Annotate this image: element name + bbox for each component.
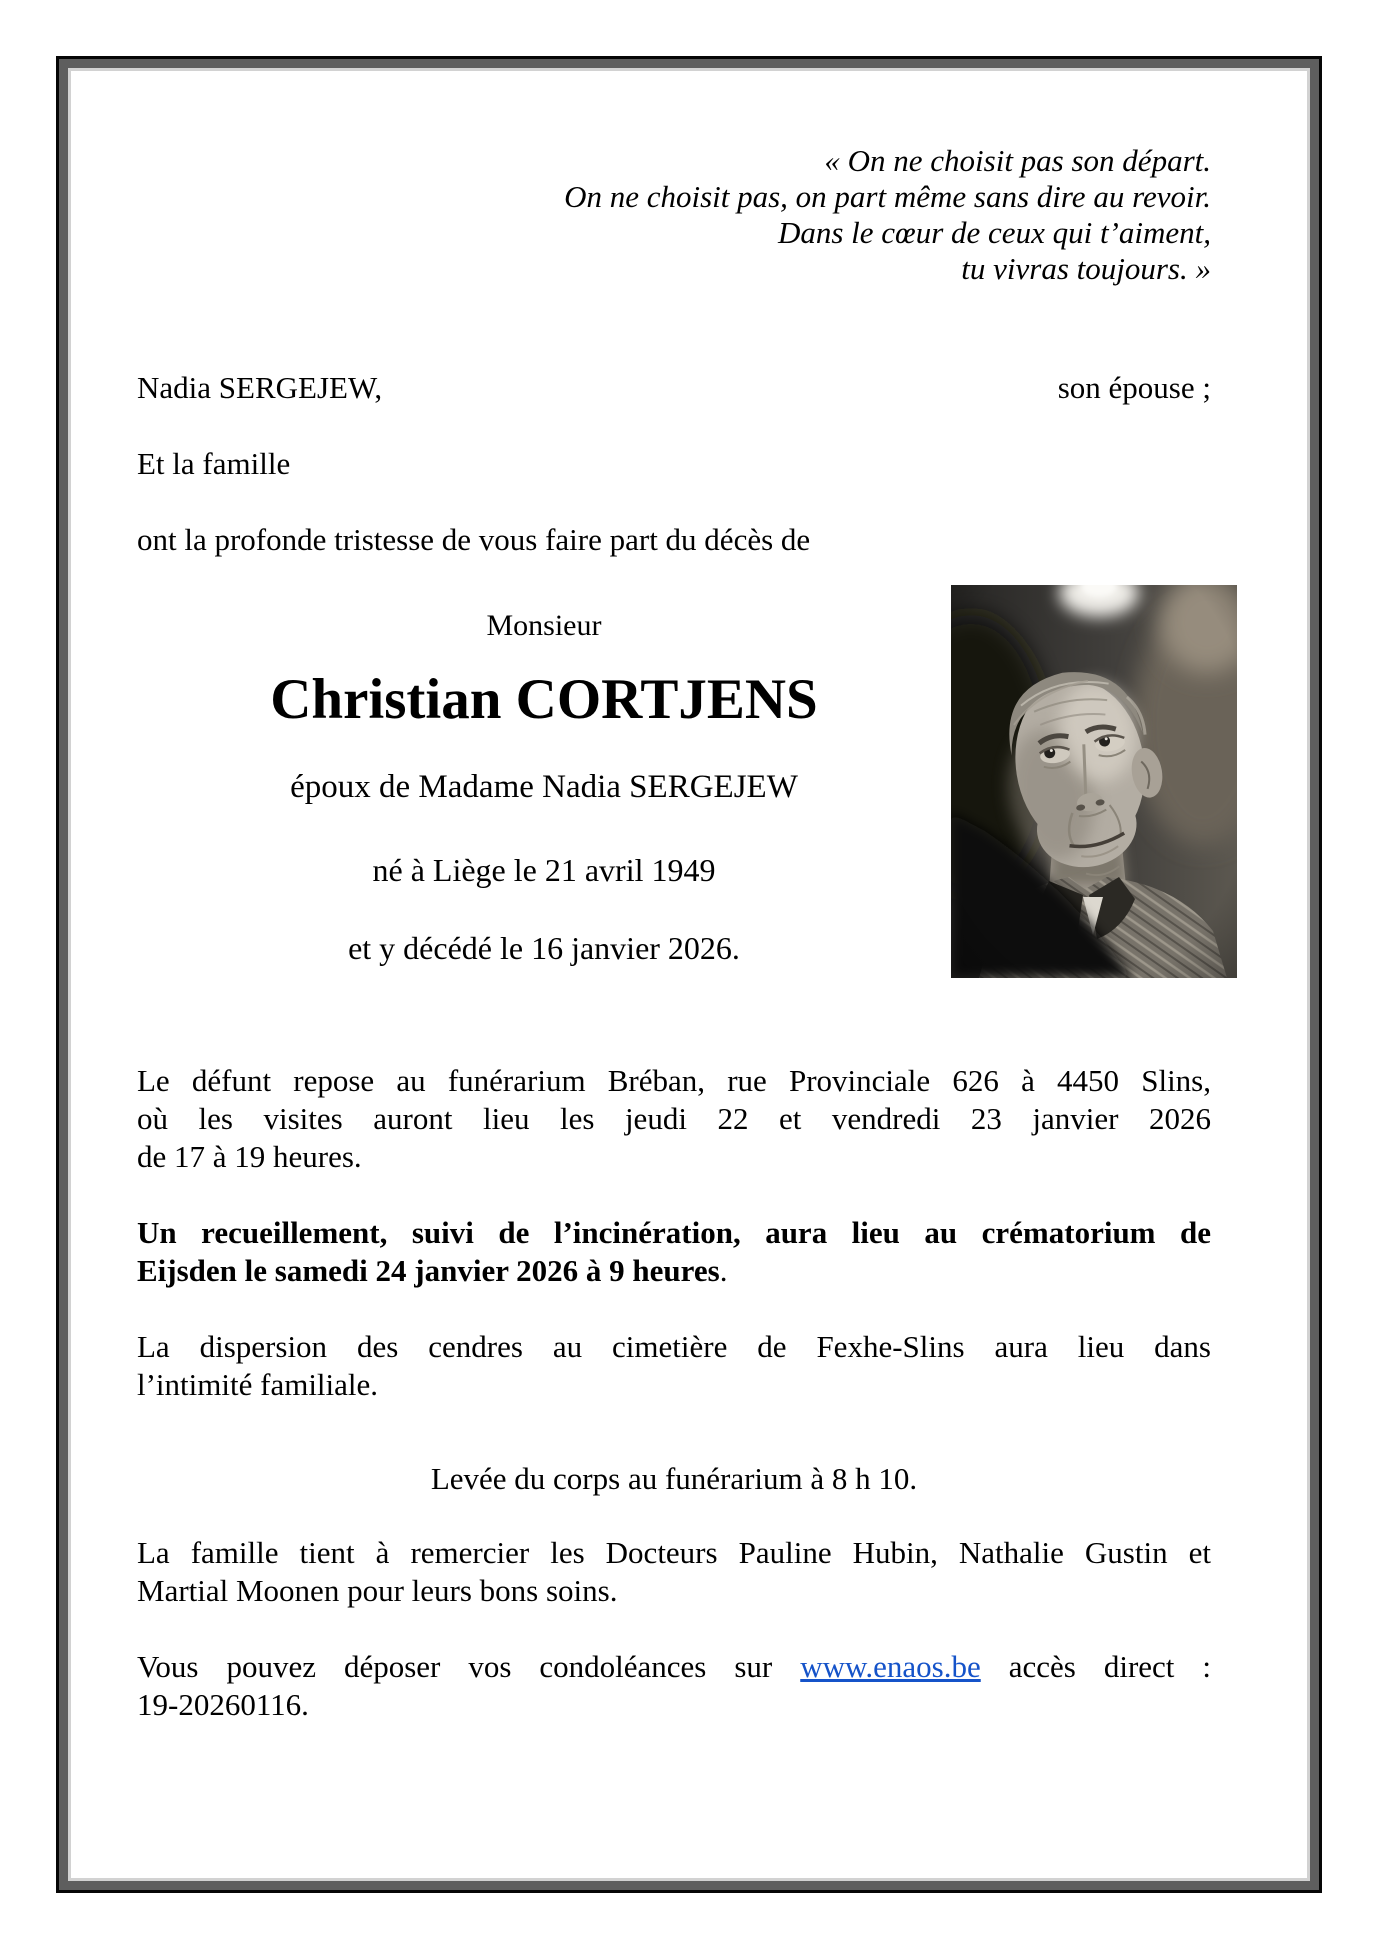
- deceased-spouse-of: époux de Madame Nadia SERGEJEW: [290, 769, 798, 805]
- paragraph-thanks: [137, 1534, 1211, 1610]
- paragraph-line: La famille tient à remercier les Docteurs Pauline Hubin, Nathalie Gustin et: [137, 1535, 1211, 1570]
- quote-line: On ne choisit pas, on part même sans dire au revoir.: [564, 179, 1211, 214]
- paragraph-line: 19-20260116.: [137, 1687, 309, 1722]
- deceased-birth: né à Liège le 21 avril 1949: [372, 852, 716, 888]
- deceased-portrait-photo: [951, 585, 1237, 978]
- deceased-section: [137, 585, 1211, 978]
- paragraph-line: Eijsden le samedi 24 janvier 2026 à 9 heures.: [137, 1253, 728, 1288]
- announcement-text: ont la profonde tristesse de vous faire part du décès de: [137, 522, 811, 557]
- and-family-text: Et la famille: [137, 446, 291, 481]
- enaos-link[interactable]: www.enaos.be: [800, 1649, 981, 1684]
- paragraph-line: Un recueillement, suivi de l’incinération, aura lieu au crématorium de: [137, 1215, 1211, 1250]
- quote-line: « On ne choisit pas son départ.: [824, 143, 1211, 178]
- card-content: [68, 68, 1310, 1881]
- deceased-name: Christian CORTJENS: [270, 668, 818, 731]
- deceased-death: et y décédé le 16 janvier 2026.: [348, 930, 740, 966]
- paragraph-ceremony: [137, 1214, 1211, 1290]
- paragraph-line: de 17 à 19 heures.: [137, 1139, 362, 1174]
- spouse-row: [137, 369, 1211, 407]
- levee-text: Levée du corps au funérarium à 8 h 10.: [430, 1461, 918, 1496]
- paragraph-repose: [137, 1062, 1211, 1176]
- quote-line: Dans le cœur de ceux qui t’aiment,: [777, 215, 1211, 250]
- paragraph-condolences: [137, 1648, 1211, 1724]
- memorial-quote: [137, 143, 1211, 287]
- deceased-title: Monsieur: [486, 609, 602, 642]
- paragraph-line: Martial Moonen pour leurs bons soins.: [137, 1573, 618, 1608]
- paragraph-line: l’intimité familiale.: [137, 1367, 379, 1402]
- spouse-name: Nadia SERGEJEW,: [137, 370, 383, 405]
- paragraph-line: [137, 1648, 1211, 1686]
- spouse-relation: son épouse ;: [1057, 370, 1211, 405]
- frame-band: [59, 59, 1319, 1890]
- page-frame: [56, 56, 1322, 1893]
- paragraph-line: où les visites auront lieu les jeudi 22 et vendredi 23 janvier 2026: [137, 1101, 1211, 1136]
- condolences-suffix: accès direct :: [980, 1649, 1212, 1684]
- paragraph-line: La dispersion des cendres au cimetière de Fexhe-Slins aura lieu dans: [137, 1329, 1211, 1364]
- condolences-prefix: Vous pouvez déposer vos condoléances sur: [137, 1649, 801, 1684]
- deceased-identity: [137, 585, 951, 967]
- quote-line: tu vivras toujours. »: [961, 251, 1211, 286]
- paragraph-line: Le défunt repose au funérarium Bréban, rue Provinciale 626 à 4450 Slins,: [137, 1063, 1211, 1098]
- paragraph-dispersion: [137, 1328, 1211, 1404]
